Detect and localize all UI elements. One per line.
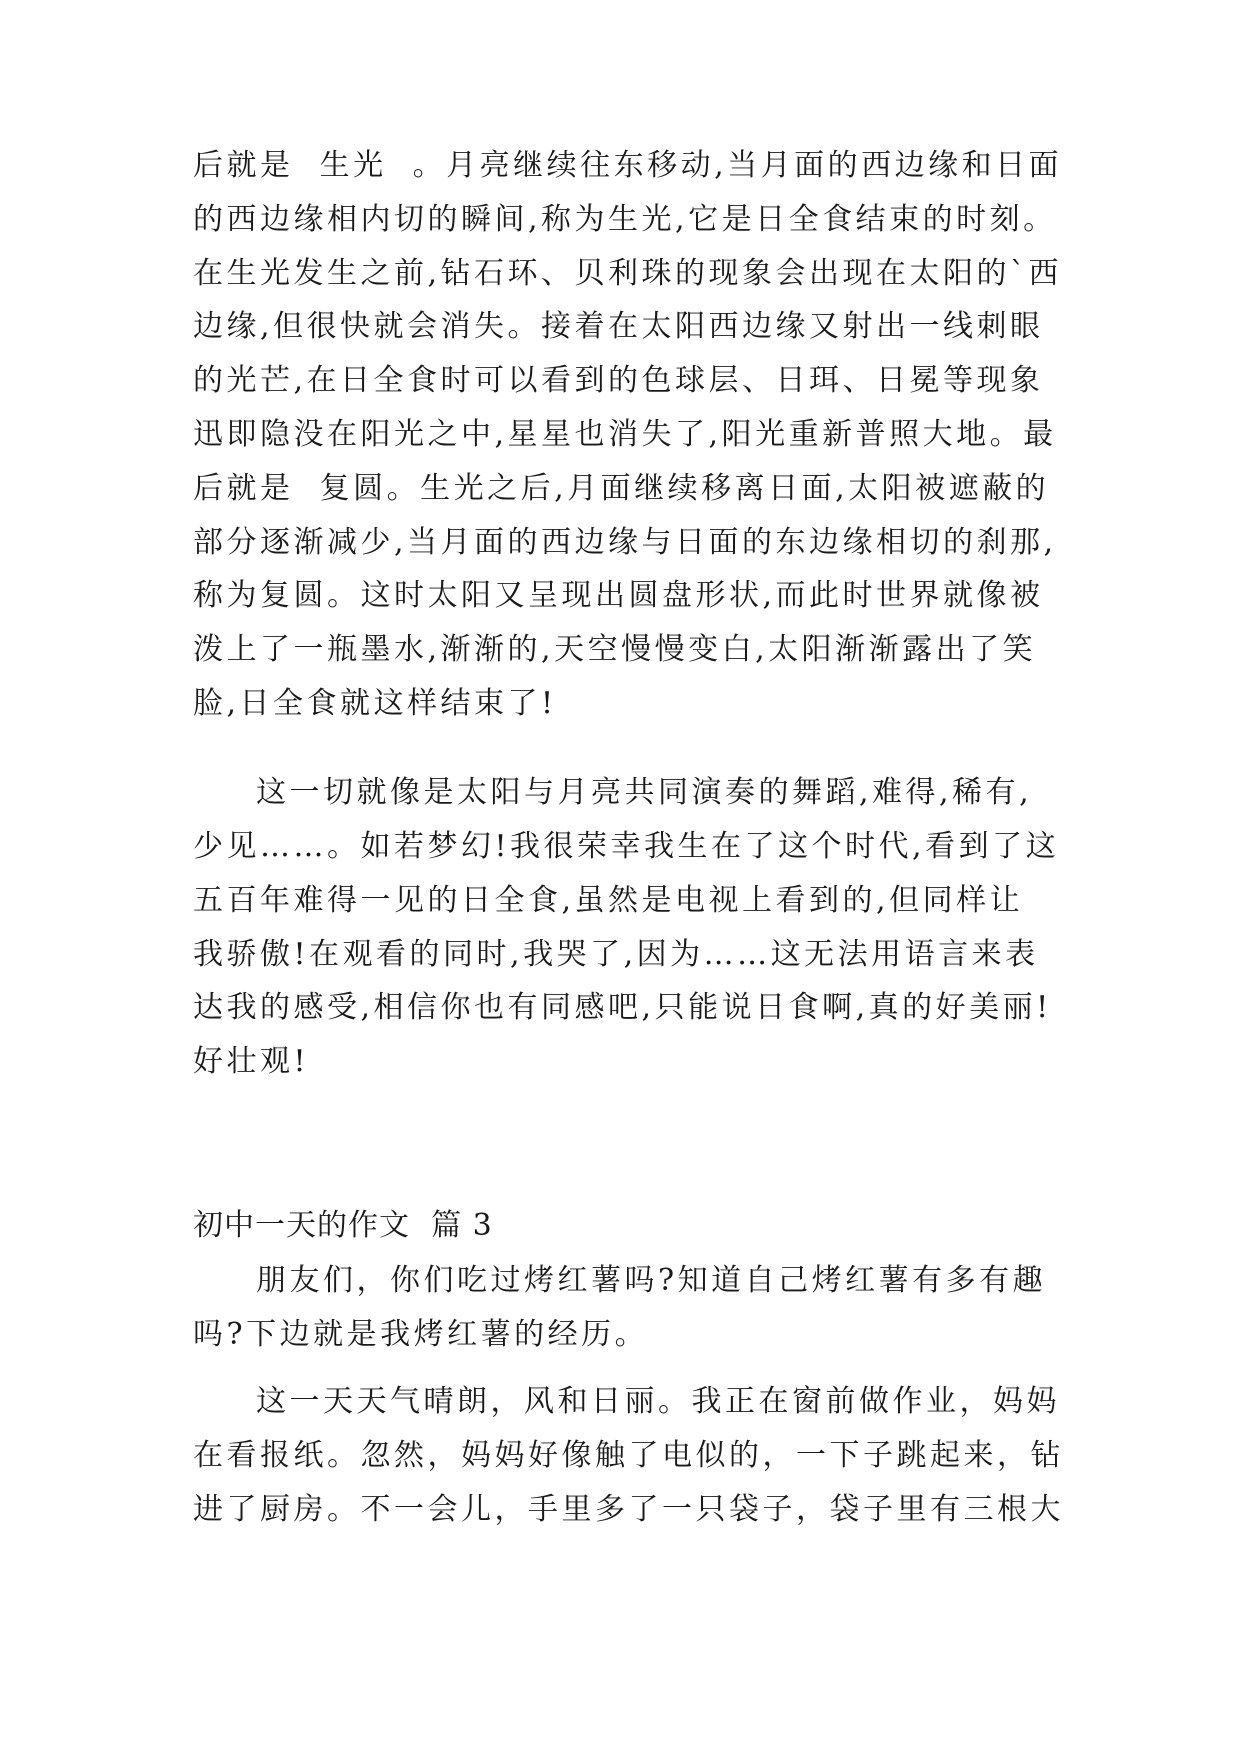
text-line: 达我的感受,相信你也有同感吧,只能说日食啊,真的好美丽! <box>193 990 1052 1025</box>
text-line: 在看报纸。忽然，妈妈好像触了电似的，一下子跳起来，钻 <box>193 1438 1064 1473</box>
text-line: 少见……。如若梦幻!我很荣幸我生在了这个时代,看到了这 <box>193 829 1060 864</box>
text-line: 的光芒,在日全食时可以看到的色球层、日珥、日冕等现象 <box>193 363 1044 398</box>
text-line: 进了厨房。不一会儿，手里多了一只袋子，袋子里有三根大 <box>193 1492 1064 1527</box>
text-line: 朋友们，你们吃过烤红薯吗?知道自己烤红薯有多有趣 <box>256 1263 1047 1298</box>
text-line: 迅即隐没在阳光之中,星星也消失了,阳光重新普照大地。最 <box>193 417 1057 452</box>
text-line: 五百年难得一见的日全食,虽然是电视上看到的,但同样让 <box>193 883 1024 918</box>
text-line: 称为复圆。这时太阳又呈现出圆盘形状,而此时世界就像被 <box>193 578 1044 613</box>
text-line: 脸,日全食就这样结束了! <box>193 686 557 721</box>
essay-title: 初中一天的作文 篇 3 <box>193 1208 493 1243</box>
text-line: 后就是 生光 。月亮继续往东移动,当月面的西边缘和日面 <box>193 148 1063 183</box>
text-line: 好壮观! <box>193 1044 310 1079</box>
text-line: 我骄傲!在观看的同时,我哭了,因为……这无法用语言来表 <box>193 937 1039 972</box>
text-line: 部分逐渐减少,当月面的西边缘与日面的东边缘相切的刹那, <box>193 525 1057 560</box>
text-line: 的西边缘相内切的瞬间,称为生光,它是日全食结束的时刻。 <box>193 202 1057 237</box>
text-line: 边缘,但很快就会消失。接着在太阳西边缘又射出一线刺眼 <box>193 309 1044 344</box>
text-line: 后就是 复圆。生光之后,月面继续移离日面,太阳被遮蔽的 <box>193 471 1050 506</box>
text-line: 吗?下边就是我烤红薯的经历。 <box>193 1317 649 1352</box>
text-line: 泼上了一瓶墨水,渐渐的,天空慢慢变白,太阳渐渐露出了笑 <box>193 632 1037 667</box>
text-line: 在生光发生之前,钻石环、贝利珠的现象会出现在太阳的`西 <box>193 256 1063 291</box>
text-line: 这一天天气晴朗，风和日丽。我正在窗前做作业，妈妈 <box>256 1384 1060 1419</box>
text-line: 这一切就像是太阳与月亮共同演奏的舞蹈,难得,稀有, <box>256 775 1033 810</box>
